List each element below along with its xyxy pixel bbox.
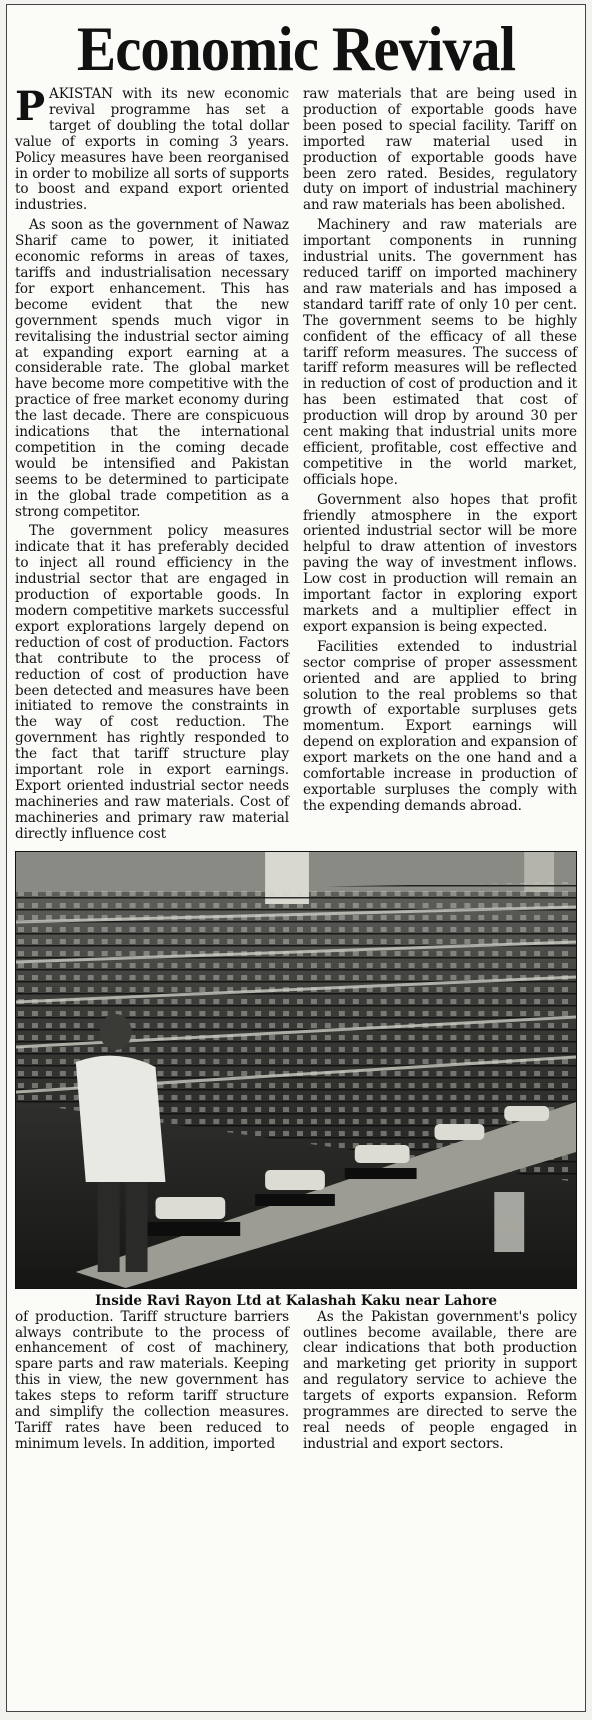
factory-photo	[15, 851, 577, 1289]
col2-paragraph-4: Facilities extended to industrial sector comprise of proper assessment oriented and are applied to bring solution to the real problems so that growth of exportable surpluses gets momentum. Export earnings will depend on exploration and expansion of export markets on the one hand and a comfortable increase in production of exportable surpluses the comply with the expending demands abroad.	[303, 638, 577, 814]
article-bottom-columns	[7, 1310, 585, 1453]
factory-photo-image	[16, 852, 576, 1288]
article-top-columns	[7, 83, 585, 843]
col2-paragraph-1: raw materials that are being used in production of exportable goods have been posed to special facility. Tariff on imported raw material used in production of exportable goods have been zero rated. Besides, regulatory duty on import of industrial machinery and raw materials has been abolished.	[303, 86, 577, 214]
col1-paragraph-1	[15, 83, 289, 214]
col3-paragraph-1: of production. Tariff structure barriers always contribute to the process of enhancement of cost of machinery, spare parts and raw materials. Keeping this in view, the new government has takes steps to reform tariff structure and simplify the collection measures. Tariff rates have been reduced to minimum levels. In addition, imported	[15, 1308, 289, 1452]
newspaper-clipping	[6, 4, 586, 1712]
column-2	[303, 87, 577, 843]
photo-caption: Inside Ravi Rayon Ltd at Kalashah Kaku near Lahore	[95, 1292, 497, 1309]
column-1	[15, 83, 289, 843]
drop-cap: P	[15, 83, 45, 130]
col4-paragraph-1: As the Pakistan government's policy outlines become available, there are clear indications that both production and marketing get priority in support and regulatory service to achieve the targets of exports expansion. Reform programmes are directed to serve the real needs of people engaged in industrial and export sectors.	[303, 1308, 577, 1452]
col1-p1-text: AKISTAN with its new economic revival programme has set a target of doubling the total dollar value of exports in coming 3 years. Policy measures have been reorganised in order to mobilize all sorts of supports to boost and expand export oriented industries.	[15, 86, 289, 214]
col2-paragraph-3: Government also hopes that profit friendly atmosphere in the export oriented industrial sector will be more helpful to draw attention of investors paving the way of investment inflows. Low cost in production will remain an important factor in exploring export markets and a multiplier effect in export expansion is being expected.	[303, 491, 577, 635]
col2-paragraph-2: Machinery and raw materials are important components in running industrial units. The government has reduced tariff on imported machinery and raw materials and has imposed a standard tariff rate of only 10 per cent. The government seems to be highly confident of the efficacy of all these tariff reform measures. The success of tariff reform measures will be reflected in reduction of cost of production and it has been estimated that cost of production will drop by around 30 per cent making that industrial units more efficient, profitable, cost effective and competitive in the world market, officials hope.	[303, 217, 577, 488]
column-3	[15, 1310, 289, 1453]
col1-paragraph-3: The government policy measures indicate that it has preferably decided to inject all round efficiency in the industrial sector that are engaged in production of exportable goods. In modern competitive markets successful export explorations largely depend on reduction of cost of production. Factors that contribute to the process of reduction of cost of production have been detected and measures have been initiated to remove the constraints in the way of cost reduction. The government has rightly responded to the fact that tariff structure play important role in export earnings. Export oriented industrial sector needs machineries and raw materials. Cost of machineries and primary raw material directly influence cost	[15, 523, 289, 842]
headline: Economic Revival	[76, 13, 516, 84]
col1-paragraph-2: As soon as the government of Nawaz Sharif came to power, it initiated economic reforms in areas of taxes, tariffs and industrialisation necessary for export enhancement. This has become evident that the new government spends much vigor in revitalising the industrial sector aiming at expanding export earning at a considerable rate. The global market have become more competitive with the practice of free market economy during the last decade. There are conspicuous indications that the international competition in the coming decade would be intensified and Pakistan seems to be determined to participate in the global trade competition as a strong competitor.	[15, 217, 289, 520]
column-4	[303, 1310, 577, 1453]
